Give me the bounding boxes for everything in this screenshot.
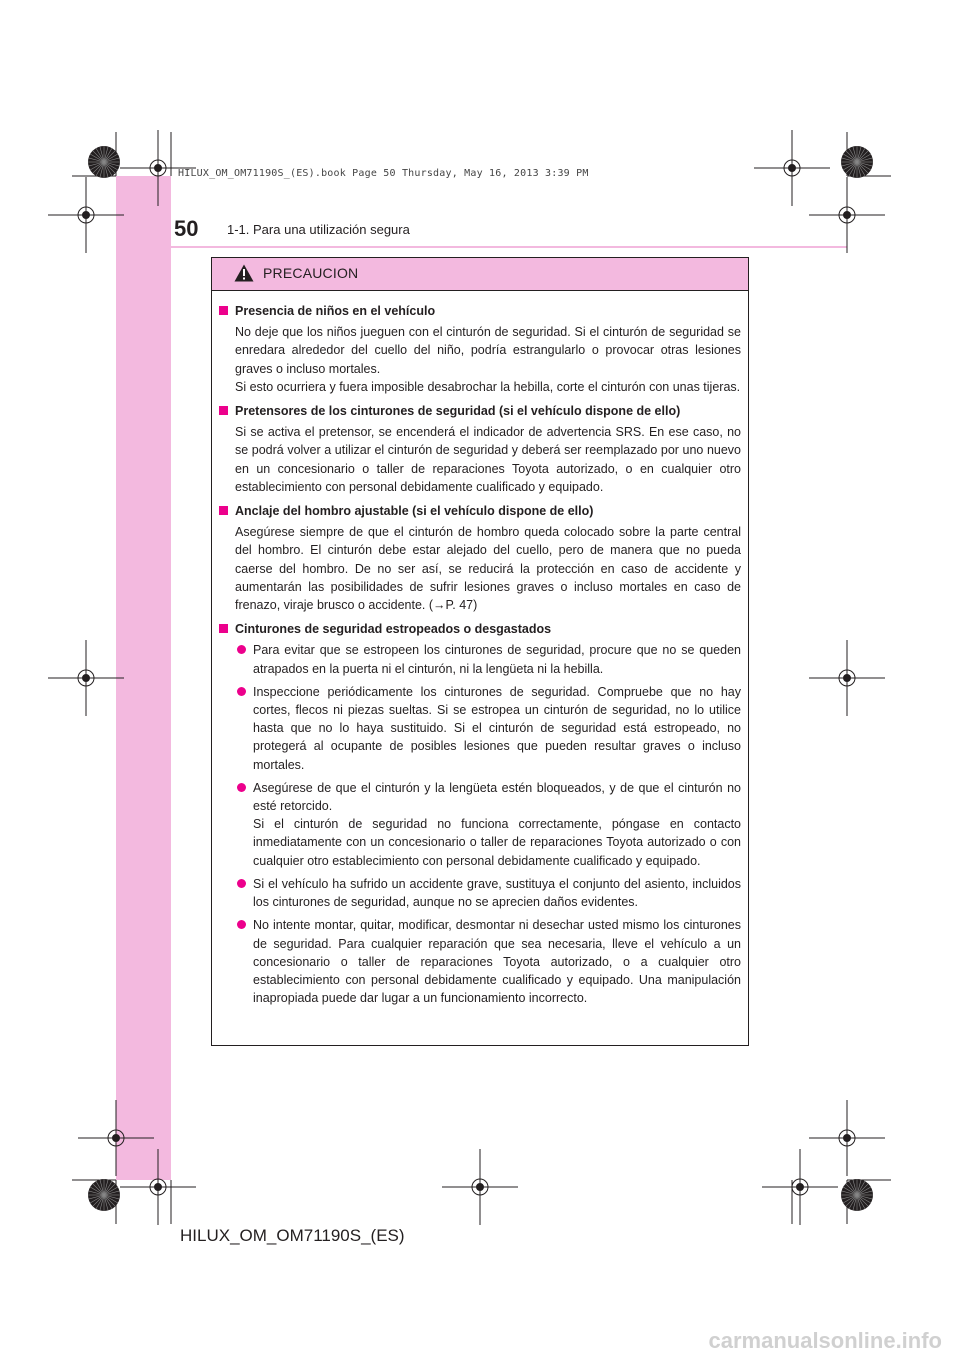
page-number: 50 [174,216,199,241]
watermark-bar [0,1320,960,1358]
caution-body [212,291,748,1007]
crosshair-mark [120,1149,196,1225]
caution-box [211,257,749,1046]
crosshair-mark [78,1100,154,1176]
paragraph: Si se activa el pretensor, se encenderá el indicador de advertencia SRS. En ese caso, no se podrá volver a utilizar el cinturón de seguridad y deberá ser reemplazado por uno nuevo en un concesionario o taller de reparaciones Toyota autorizado, o en cualquier otro establecimiento con personal debidamente cualificado y equipado. [235,425,741,494]
section-heading: Presencia de niños en el vehículo [235,304,436,318]
crosshair-mark [762,1149,838,1225]
rosette-mark [88,146,120,178]
paragraph: Asegúrese siempre de que el cinturón de hombro queda colocado sobre la parte central del hombro. El cinturón debe estar alejado del cuello, pero de manera que no pueda caerse del hombro. De no ser así, se reducirá la protección en caso de accidente y aumentarán las posibilidades de sufrir lesiones graves o incluso mortales en caso de frenazo, viraje brusco o accidente. (→P. 47) [235,525,741,613]
rosette-mark [841,1179,873,1211]
round-bullet-icon [237,783,246,792]
round-bullet-icon [237,687,246,696]
paragraph: No deje que los niños jueguen con el cinturón de seguridad. Si el cinturón de seguridad se enredara alrededor del cuello del niño, podría estrangularlo o provocar otras lesiones graves o incluso mortales. [235,325,741,376]
caution-title: PRECAUCION [263,265,359,281]
round-bullet-icon [237,879,246,888]
crosshair-mark [442,1149,518,1225]
crosshair-mark [754,130,830,206]
section-heading: Pretensores de los cinturones de seguridad (si el vehículo dispone de ello) [235,404,681,419]
square-bullet-icon [219,506,228,515]
crosshair-mark [809,177,885,253]
caution-header [212,258,748,291]
square-bullet-icon [219,306,228,315]
footer-document-code: HILUX_OM_OM71190S_(ES) [180,1226,405,1245]
watermark-text: carmanualsonline.info [708,1328,942,1353]
section-children [219,302,741,396]
rosette-mark [88,1179,120,1211]
list-item: Si el vehículo ha sufrido un accidente grave, sustituya el conjunto del asiento, incluidos los cinturones de seguridad, aunque no se aprecien daños evidentes. [235,875,741,911]
list-item: Para evitar que se estropeen los cinturones de seguridad, procure que no se queden atrapados en la puerta ni el cinturón, ni la lengüeta ni la hebilla. [235,641,741,677]
list-item: No intente montar, quitar, modificar, desmontar ni desechar usted mismo los cinturones de seguridad. Para cualquier reparación que sea necesaria, lleve el vehículo a un concesionario o taller de reparaciones Toyota autorizado, o a cualquier otro establecimiento con personal debidamente cualificado y equipado. Una manipulación inapropiada puede dar lugar a un funcionamiento incorrecto. [235,916,741,1007]
section-pretensioners [219,402,741,496]
warning-triangle-icon [234,264,254,282]
crosshair-mark [48,177,124,253]
square-bullet-icon [219,406,228,415]
section-heading: Anclaje del hombro ajustable (si el vehículo dispone de ello) [235,504,594,519]
crosshair-mark [809,1100,885,1176]
crosshair-mark [809,640,885,716]
list-item: Inspeccione periódicamente los cinturones de seguridad. Compruebe que no hay cortes, flecos ni piezas sueltas. Si se estropea un cinturón de seguridad, no lo utilice hasta que no lo haya sustituido. Si el cinturón de seguridad está estropeado, no protegerá al ocupante de posibles lesiones que pueden resultar graves o incluso mortales. [235,683,741,774]
crosshair-mark [48,640,124,716]
square-bullet-icon [219,624,228,633]
round-bullet-icon [237,645,246,654]
round-bullet-icon [237,920,246,929]
section-title: 1-1. Para una utilización segura [227,222,410,237]
section-heading: Cinturones de seguridad estropeados o desgastados [235,622,552,637]
section-damaged-belts [219,620,741,1007]
print-info-line: HILUX_OM_OM71190S_(ES).book Page 50 Thursday, May 16, 2013 3:39 PM [178,168,589,179]
section-shoulder-anchor [219,502,741,614]
list-item: Asegúrese de que el cinturón y la lengüeta estén bloqueados, y de que el cinturón no esté retorcido. Si el cinturón de seguridad no funciona correctamente, póngase en contacto inmediatamente con un concesionario o taller de reparaciones Toyota autorizado o con cualquier otro establecimiento con personal debidamente cualificado y equipado. [235,779,741,870]
rosette-mark [841,146,873,178]
paragraph: Si esto ocurriera y fuera imposible desabrochar la hebilla, corte el cinturón con unas tijeras. [235,379,741,394]
